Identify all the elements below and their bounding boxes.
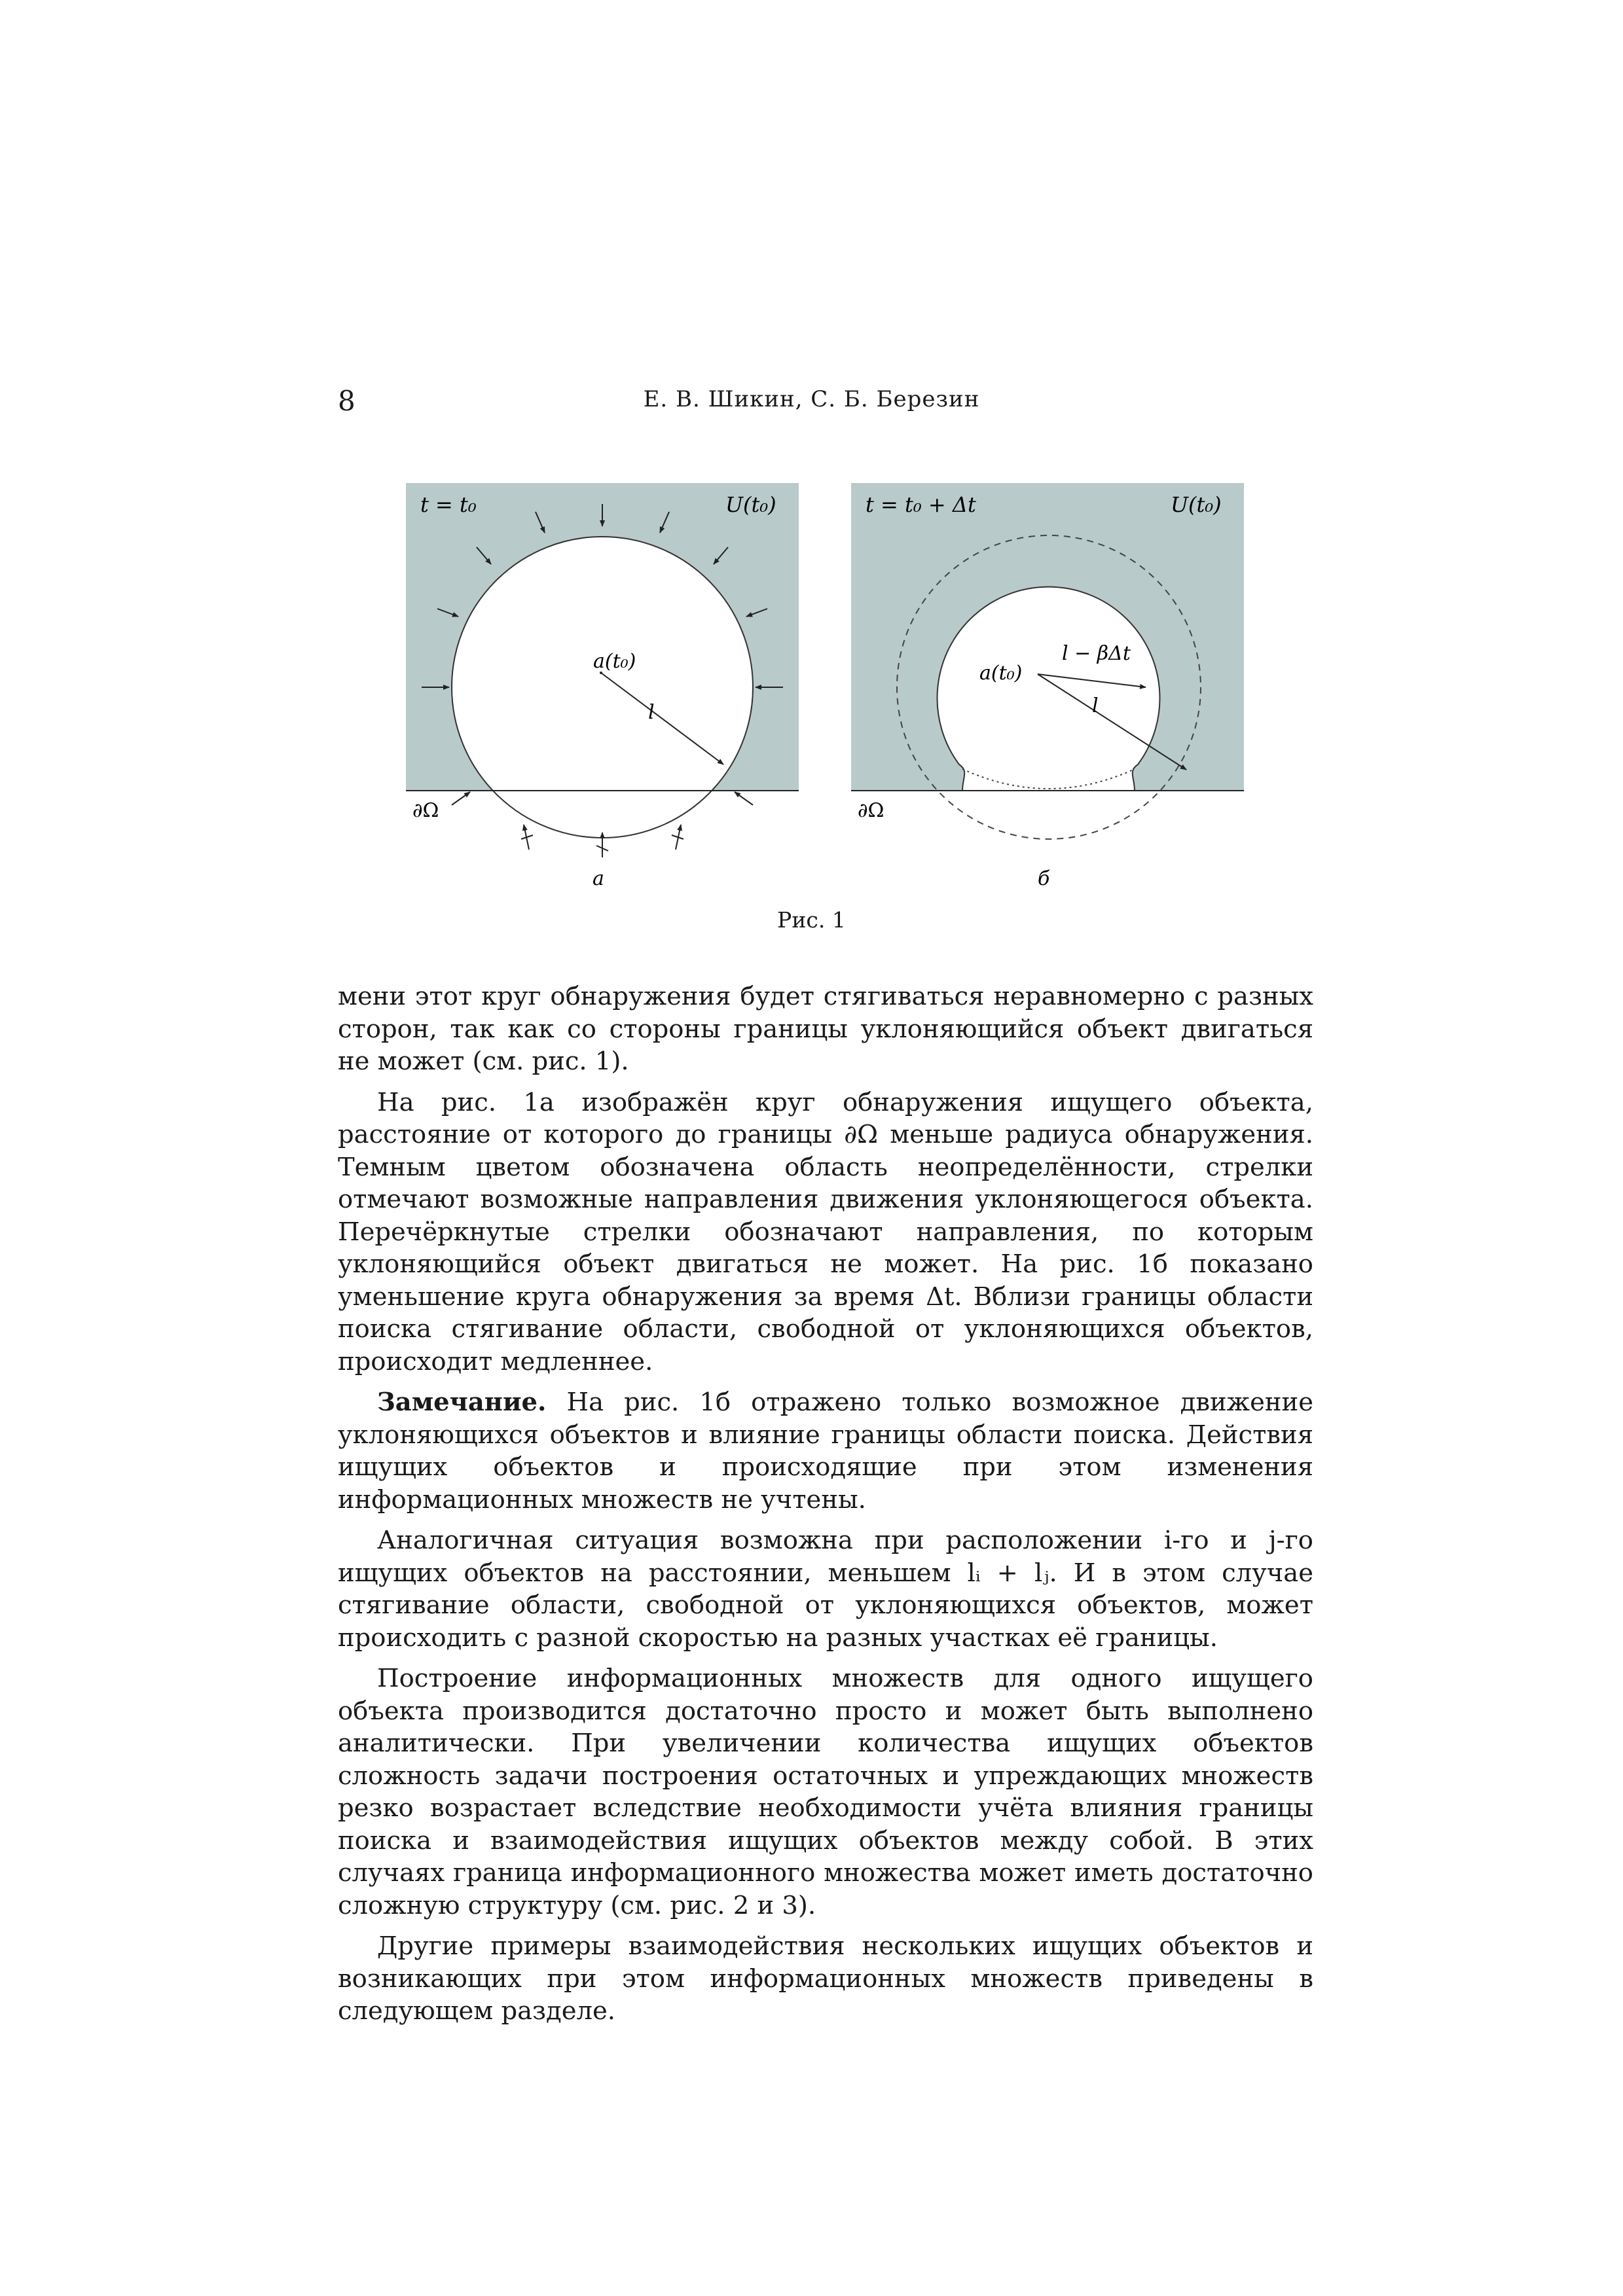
radius-label: l	[1092, 694, 1099, 717]
paragraph: мени этот круг обнаружения будет стягиваться неравномерно с разных сторон, так как со стороны границы уклоняющийся объект двигаться не может (см. рис. 1).	[338, 982, 1313, 1076]
region-label: U(t₀)	[1171, 492, 1222, 517]
center-label: a(t₀)	[979, 662, 1023, 685]
paragraph: Аналогичная ситуация возможна при расположении i-го и j-го ищущих объектов на расстоянии, меньшем lᵢ + lⱼ. И в этом случае стягивание области, свободной от уклоняющихся объектов, может происходить с разной скоростью на разных участках её границы.	[338, 1526, 1313, 1653]
page-number: 8	[338, 385, 356, 417]
remark-text: На рис. 1б отражено только возможное движение уклоняющихся объектов и влияние границы области поиска. Действия ищущих объектов и происходящие при этом изменения информационных множеств не учтены.	[338, 1388, 1313, 1515]
body-text	[338, 980, 1313, 2036]
paragraph: На рис. 1а изображён круг обнаружения ищущего объекта, расстояние от которого до границы ∂Ω меньше радиуса обнаружения. Темным цветом обозначена область неопределённости, стрелки отмечают возможные направления движения уклоняющегося объекта. Перечёркнутые стрелки обозначают направления, по которым уклоняющийся объект двигаться не может. На рис. 1б показано уменьшение круга обнаружения за время Δt. Вблизи границы области поиска стягивание области, свободной от уклоняющихся объектов, происходит медленнее.	[338, 1087, 1313, 1376]
boundary-label: ∂Ω	[412, 799, 439, 822]
paragraph: Другие примеры взаимодействия нескольких ищущих объектов и возникающих при этом информационных множеств приведены в следующем разделе.	[338, 1931, 1313, 2026]
boundary-label: ∂Ω	[858, 799, 884, 822]
running-title: Е. В. Шикин, С. Б. Березин	[643, 386, 980, 412]
panel-sublabel: а	[593, 867, 604, 890]
detection-circle	[452, 537, 753, 838]
remark-label: Замечание.	[377, 1388, 547, 1417]
panel-sublabel: б	[1038, 867, 1050, 890]
time-label: t = t₀	[420, 492, 477, 517]
figure-1	[393, 471, 1257, 890]
figure-panel-a	[393, 471, 812, 890]
radius-label: l	[648, 701, 655, 724]
shrunk-radius-label: l − βΔt	[1062, 642, 1131, 665]
region-label: U(t₀)	[725, 492, 776, 517]
center-label: a(t₀)	[593, 650, 636, 673]
remark-paragraph	[338, 1386, 1313, 1516]
time-label: t = t₀ + Δt	[866, 492, 976, 517]
figure-panel-b	[838, 471, 1257, 890]
paragraph: Построение информационных множеств для одного ищущего объекта производится достаточно просто и может быть выполнено аналитически. При увеличении количества ищущих объектов сложность задачи построения остаточных и упреждающих множеств резко возрастает вследствие необходимости учёта влияния границы поиска и взаимодействия ищущих объектов между собой. В этих случаях граница информационного множества может иметь достаточно сложную структуру (см. рис. 2 и 3).	[338, 1664, 1313, 1920]
figure-caption: Рис. 1	[777, 907, 846, 933]
